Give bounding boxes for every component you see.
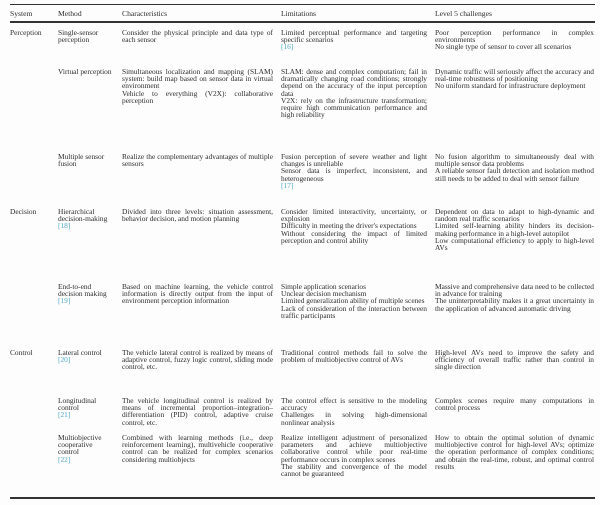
limitations-cell xyxy=(281,68,435,153)
column-header-system: System xyxy=(10,8,33,18)
characteristics-cell xyxy=(122,29,281,68)
method-cell xyxy=(58,397,122,434)
challenges-cell xyxy=(435,283,596,349)
cell-item: Traditional control methods fail to solve the problem of multiobjective control of AVs xyxy=(281,348,427,365)
table-row xyxy=(10,68,595,153)
cell-item: The stability and convergence of the model cannot be guaranteed xyxy=(281,461,427,479)
table-row xyxy=(10,283,595,349)
cell-item: Vehicle to everything (V2X): collaborative perception xyxy=(122,88,273,105)
cell-item: Simple application scenarios xyxy=(281,282,366,291)
cell-item: Realize intelligent adjustment of personalized parameters and achieve multiobjective collaborative control while poor real-time performance occurs in complex scenes xyxy=(281,433,427,464)
system-cell xyxy=(10,153,58,208)
system-cell xyxy=(10,68,58,153)
limitations-cell xyxy=(281,349,435,397)
table-row xyxy=(10,434,595,497)
system-cell: Perception xyxy=(10,28,42,37)
cell-item: End-to-end decision making [19] xyxy=(58,283,114,305)
cell-item: Consider the physical principle and data type of each sensor xyxy=(122,28,273,45)
cell-item: Divided into three levels: situation assessment, behavior decision, and motion planning xyxy=(122,207,273,224)
cell-item: No uniform standard for infrastructure deployment xyxy=(435,81,586,91)
cell-item: Simultaneous localization and mapping (SLAM) system: build map based on sensor data in virtual environment xyxy=(122,67,273,91)
cell-item: Massive and comprehensive data need to be collected in advance for training xyxy=(435,282,594,299)
characteristics-cell xyxy=(122,349,281,397)
challenges-cell xyxy=(435,153,596,208)
limitations-cell xyxy=(281,208,435,283)
cell-item: Multiobjective cooperative control [22] xyxy=(58,434,114,463)
characteristics-cell xyxy=(122,68,281,153)
cell-item: Dependent on data to adapt to high-dynamic and random real traffic scenarios xyxy=(435,207,594,224)
cell-item: How to obtain the optimal solution of dynamic multiobjective control for high-level AVs; optimize the operation performance of complex conditions; and obtain the real-time, robust, and optimal control results xyxy=(435,433,594,471)
system-cell xyxy=(10,283,58,349)
method-cell xyxy=(58,208,122,283)
table-row xyxy=(10,349,595,397)
limitations-cell xyxy=(281,397,435,434)
table-header-row xyxy=(10,5,595,21)
limitations-cell xyxy=(281,29,435,68)
table-bottom-rule xyxy=(10,497,595,499)
system-cell xyxy=(10,434,58,497)
cell-item: Longitudinal control [21] xyxy=(58,397,114,419)
cell-item: Complex scenes require many computations in control process xyxy=(435,396,594,413)
challenges-cell xyxy=(435,29,596,68)
cell-item: Poor perception performance in complex environments xyxy=(435,28,594,45)
cell-item: Single-sensor perception xyxy=(58,28,99,45)
column-header-characteristics: Characteristics xyxy=(122,8,168,18)
table-body xyxy=(10,23,595,497)
citation-ref[interactable]: [16] xyxy=(281,42,294,52)
characteristics-cell xyxy=(122,397,281,434)
cell-item: Combined with learning methods (i.e., deep reinforcement learning), multivehicle cooperative control can be realized for complex scenarios considering multiobjects xyxy=(122,433,273,464)
cell-item: High-level AVs need to improve the safety and efficiency of overall traffic rather than control in single direction xyxy=(435,348,594,372)
characteristics-cell xyxy=(122,283,281,349)
challenges-cell xyxy=(435,208,596,283)
citation-ref[interactable]: [18] xyxy=(58,221,71,231)
citation-ref[interactable]: [19] xyxy=(58,296,71,306)
cell-item: Fusion perception of severe weather and light changes is unreliable xyxy=(281,152,427,169)
cell-item: Based on machine learning, the vehicle control information is directly output from the input of environment perception information xyxy=(122,282,273,306)
citation-ref[interactable]: [21] xyxy=(58,410,71,420)
cell-item: Consider limited interactivity, uncertainty, or explosion xyxy=(281,207,427,224)
method-cell xyxy=(58,29,122,68)
citation-ref[interactable]: [20] xyxy=(58,355,71,365)
characteristics-cell xyxy=(122,153,281,208)
cell-item: Hierarchical decision-making [18] xyxy=(58,208,114,230)
challenges-cell xyxy=(435,397,596,434)
challenges-cell xyxy=(435,68,596,153)
cell-item: Dynamic traffic will seriously affect the accuracy and real-time robustness of positioning xyxy=(435,67,594,84)
cell-item: Limited self-learning ability hinders its decision-making performance in a high-level autopilot xyxy=(435,221,594,238)
characteristics-cell xyxy=(122,434,281,497)
method-cell xyxy=(58,283,122,349)
cell-item: No single type of sensor to cover all scenarios xyxy=(435,42,572,52)
limitations-cell xyxy=(281,283,435,349)
system-cell xyxy=(10,397,58,434)
column-header-method: Method xyxy=(58,8,82,18)
cell-item: V2X: rely on the infrastructure transformation; require high communication performance and high reliability xyxy=(281,95,427,120)
cell-item: Difficulty in meeting the driver's expectations xyxy=(281,221,417,231)
cell-item: Low computational efficiency to apply to high-level AVs xyxy=(435,235,594,253)
cell-item: Without considering the impact of limited perception and control ability xyxy=(281,228,427,245)
cell-item: SLAM: dense and complex computation; fail in dramatically changing road conditions; strongly depend on the accuracy of the input perception data xyxy=(281,67,427,98)
method-cell xyxy=(58,349,122,397)
characteristics-cell xyxy=(122,208,281,283)
limitations-cell xyxy=(281,153,435,208)
system-cell: Control xyxy=(10,348,33,357)
cell-item: Multiple sensor fusion xyxy=(58,152,105,169)
table-row xyxy=(10,397,595,434)
cell-item: The uninterpretability makes it a great uncertainty in the application of advanced automatic driving xyxy=(435,296,594,313)
limitations-cell xyxy=(281,434,435,497)
cell-item: Realize the complementary advantages of multiple sensors xyxy=(122,152,273,169)
cell-item: The vehicle lateral control is realized by means of adaptive control, fuzzy logic control, sliding mode control, etc. xyxy=(122,348,273,372)
cell-item: Challenges in solving high-dimensional nonlinear analysis xyxy=(281,410,427,427)
cell-item: Sensor data is imperfect, inconsistent, and heterogeneous [17] xyxy=(281,166,427,190)
cell-item: Virtual perception xyxy=(58,67,112,76)
system-cell: Decision xyxy=(10,207,37,216)
table-row xyxy=(10,153,595,208)
cell-item: No fusion algorithm to simultaneously deal with multiple sensor data problems xyxy=(435,152,594,169)
cell-item: Limited perceptual performance and targeting specific scenarios [16] xyxy=(281,28,427,52)
table-row xyxy=(10,29,595,68)
citation-ref[interactable]: [22] xyxy=(58,454,71,464)
cell-item: Lateral control [20] xyxy=(58,349,114,363)
citation-ref[interactable]: [17] xyxy=(281,180,294,190)
method-cell xyxy=(58,68,122,153)
column-header-challenges: Level 5 challenges xyxy=(435,8,492,18)
column-header-limitations: Limitations xyxy=(281,8,317,18)
method-cell xyxy=(58,153,122,208)
cell-item: Lack of consideration of the interaction between traffic participants xyxy=(281,303,427,320)
cell-item: A reliable sensor fault detection and isolation method still needs to be added to deal with sensor failure xyxy=(435,166,594,183)
cell-item: Limited generalization ability of multiple scenes xyxy=(281,296,425,306)
challenges-cell xyxy=(435,434,596,497)
cell-item: The vehicle longitudinal control is realized by means of incremental proportion–integration–differentiation (PID) control, adaptive cruise control, etc. xyxy=(122,396,273,427)
challenges-cell xyxy=(435,349,596,397)
cell-item: The control effect is sensitive to the modeling accuracy xyxy=(281,396,427,413)
cell-item: Unclear decision mechanism xyxy=(281,289,367,299)
method-cell xyxy=(58,434,122,497)
table-row xyxy=(10,208,595,283)
